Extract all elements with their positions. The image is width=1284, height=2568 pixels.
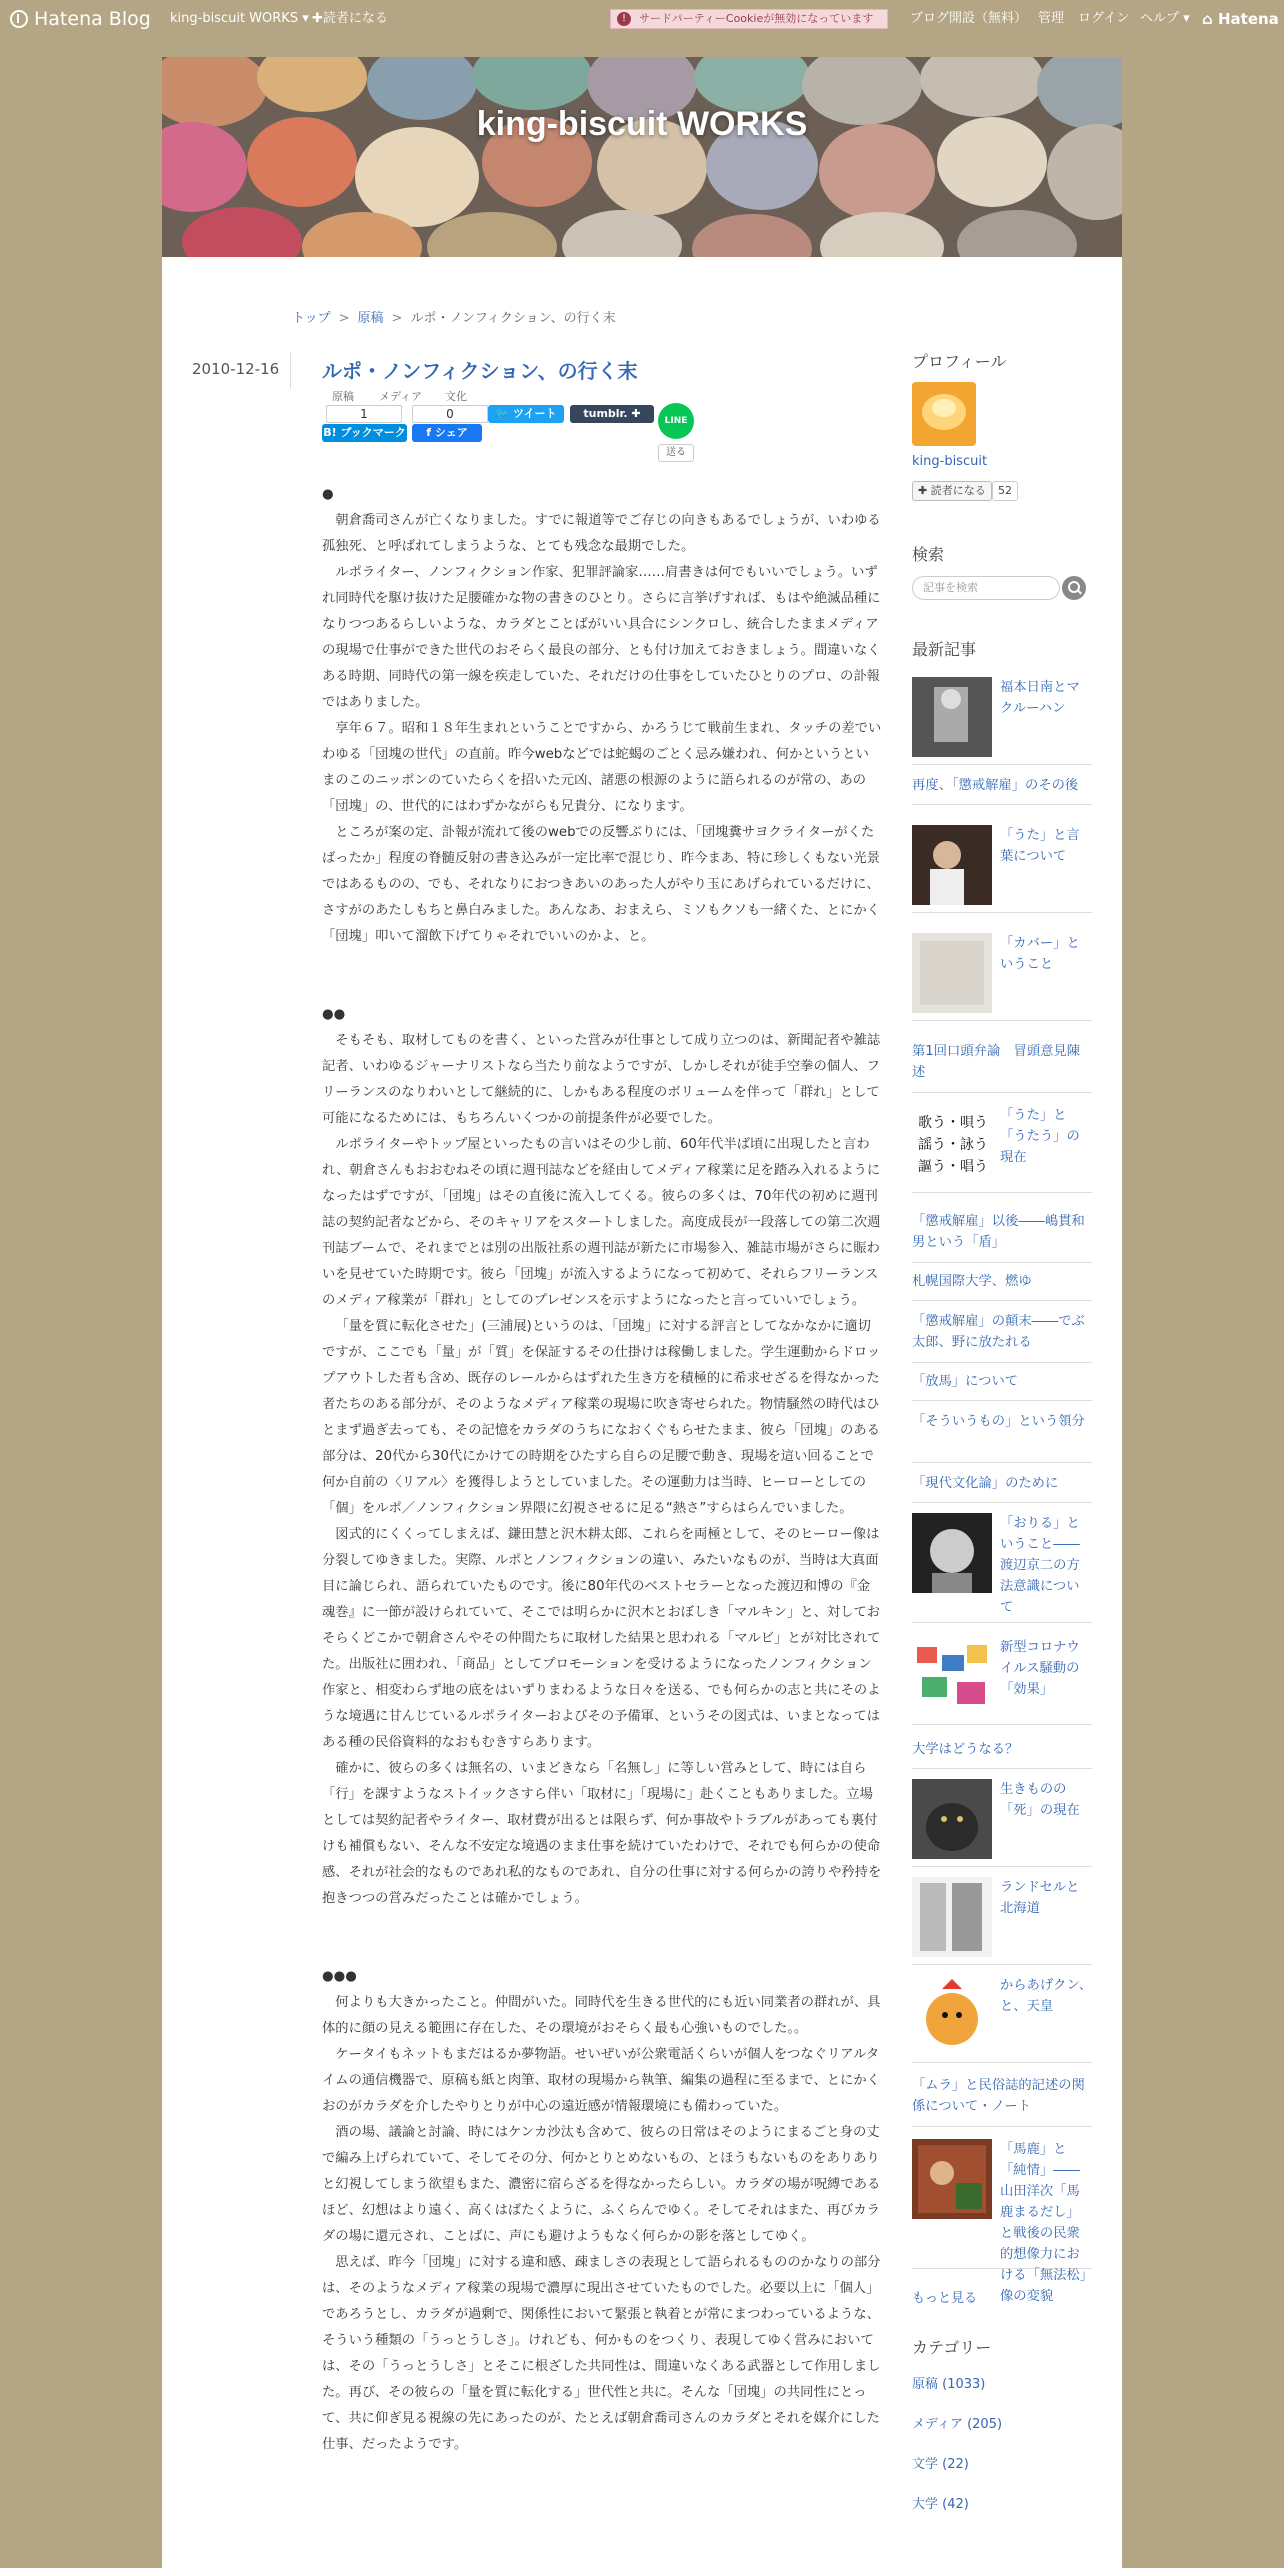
entry-divider: [290, 353, 291, 389]
facebook-share-count[interactable]: 0: [412, 405, 488, 423]
subscribe-link[interactable]: ✚読者になる: [312, 11, 388, 26]
tag-label[interactable]: 原稿: [332, 390, 354, 403]
hatena-blog-logo[interactable]: [10, 0, 151, 38]
cookie-notice[interactable]: [610, 9, 888, 29]
breadcrumb-top[interactable]: トップ: [292, 311, 331, 326]
main-content: [162, 257, 1122, 2568]
recent-entry[interactable]: [912, 1041, 1092, 1093]
recent-entry-title[interactable]: 大学はどうなる？: [912, 1742, 1019, 1757]
line-send-button[interactable]: 送る: [658, 444, 694, 462]
entry-thumbnail: [912, 825, 992, 905]
global-header: [0, 0, 1284, 38]
line-icon[interactable]: LINE: [658, 403, 694, 439]
recent-entry-title[interactable]: 福本日南とマクルーハン: [1000, 680, 1080, 716]
paragraph: ルポライター、ノンフィクション作家、犯罪評論家……肩書きは何でもいいでしょう。いずれ同時代を駆け抜けた足腰確かな物の書きのひとり。さらに言挙げすれば、もはや絶滅品種になりつつあるらしいような、カラダとことばがいい具合にシンクロし、統合したままメディアの現場で仕事ができた世代のおそらく最良の部分、とも付け加えておきましょう。間違いなくある時期、同時代の第一線を疾走していた、それだけの仕事をしていたひとりのプロ、の訃報ではありました。: [322, 565, 881, 710]
paragraph: 図式的にくくってしまえば、鎌田慧と沢木耕太郎、これらを両極として、そのヒーロー像は分裂してゆきました。実際、ルポとノンフィクションの違い、みたいなものが、当時は大真面目に論じられ、語られていたものです。後に80年代のベストセラーとなった渡辺和博の『金魂巻』に一節が設けられていて、そこでは明らかに沢木とおぼしき「マルキン」と、対しておそらくどこかで朝倉さんやその仲間たちに取材した結果と思われる「マルビ」とが対比されてた。出版社に囲われ、「商品」としてプロモーションを受けるようになったノンフィクション作家と、相変わらず地の底をはいずりまわるような日々を送る、でも何らかの志と共にそのような境遇に甘んじているルポライターおよびその予備軍、というその図式は、いまとなってはある種の民俗資料的なおもむきすらあります。: [322, 1527, 881, 1750]
recent-entry-title[interactable]: 第1回口頭弁論 冒頭意見陳述: [912, 1044, 1081, 1080]
recent-entry[interactable]: [912, 1739, 1092, 1769]
logo-text: Hatena Blog: [34, 8, 151, 30]
svg-text:歌う・唄う: 歌う・唄う: [918, 1115, 988, 1131]
avatar-image: [912, 382, 976, 446]
paragraph: 思えば、昨今「団塊」に対する違和感、疎ましさの表現として語られるもののかなりの部分は、そのようなメディア稼業の現場で濃厚に現出させていたものでした。必要以上に「個人」であろうとし、カラダが過剰で、関係性において緊張と執着とが常にまつわっているような、そういう種類の「うっとうしさ」。けれども、何かものをつくり、表現してゆく営みにおいては、その「うっとうしさ」とそこに根ざした共同性は、間違いなくある武器として作用しました。再び、その彼らの「量を質に転化する」世代性と共に。そんな「団塊」の共同性にとって、共に仰ぎ見る視線の先にあったのが、たとえば朝倉喬司さんのカラダとそれを媒介にした仕事、だったようです。: [322, 2255, 881, 2452]
paragraph: 確かに、彼らの多くは無名の、いまどきなら「名無し」に等しい営みとして、時には自ら「行」を課すようなストイックさすら伴い「取材に」「現場に」赴くこともありました。立場としては契約記者やライター、取材費が出るとは限らず、何か事故やトラブルがあっても裏付けも補償もない、そんな不安定な境遇のまま仕事を続けていたわけで、それでも何らかの使命感、それが社会的なものであれ私的なものであれ、自分の仕事に対する何らかの誇りや矜持を抱きつつの営みだったことは確かでしょう。: [322, 1761, 882, 1906]
login-link[interactable]: ログイン: [1078, 11, 1130, 26]
recent-entry-title[interactable]: 「馬鹿」と「純情」――山田洋次「馬鹿まるだし」と戦後の民衆的想像力における「無法松」像の変貌: [1000, 2142, 1087, 2304]
category-link[interactable]: 文学 (22): [912, 2457, 969, 2472]
breadcrumb: [292, 307, 616, 326]
profile-heading: プロフィール: [912, 352, 1007, 371]
search-icon[interactable]: [1062, 576, 1086, 600]
entry-thumbnail: [912, 1877, 992, 1957]
help-menu[interactable]: ヘルプ ▾: [1140, 11, 1190, 26]
breadcrumb-current: ルポ・ノンフィクション、の行く末: [410, 311, 616, 326]
blog-title[interactable]: king-biscuit WORKS: [476, 105, 808, 143]
entry-thumbnail: [912, 933, 992, 1013]
recent-entry[interactable]: [912, 1411, 1092, 1463]
section-mark: ●●: [322, 1007, 346, 1022]
hatena-mark-icon: ⌂: [1202, 10, 1218, 28]
recent-entry[interactable]: [912, 1371, 1092, 1401]
recent-entry[interactable]: [912, 1311, 1092, 1363]
recent-entry[interactable]: [912, 1877, 1092, 1965]
cookie-notice-text: サードパーティーCookieが無効になっています: [639, 12, 874, 25]
category-link[interactable]: 大学 (42): [912, 2497, 969, 2512]
recent-entry-title[interactable]: 「そういうもの」という領分: [912, 1414, 1085, 1429]
recent-entry-title[interactable]: 「おりる」ということ――渡辺京二の方法意識について: [1000, 1516, 1080, 1615]
recent-entry[interactable]: [912, 825, 1092, 913]
tumblr-button[interactable]: tumblr. ✚: [570, 405, 654, 423]
recent-entry[interactable]: [912, 677, 1092, 765]
paragraph: ケータイもネットもまだはるか夢物語。せいぜいが公衆電話くらいが個人をつなぐリアルタイムの通信機器で、原稿も紙と肉筆、取材の現場から執筆、編集の過程に至るまで、とにかくおのがカラダを介したやりとりが中心の遠近感が情報環境にも備わっていた。: [322, 2047, 880, 2114]
entry-thumbnail: [912, 2139, 992, 2219]
svg-text:謳う・唱う: 謳う・唱う: [918, 1159, 988, 1175]
recent-entry-title[interactable]: 「放馬」について: [912, 1374, 1019, 1389]
recent-entry[interactable]: [912, 1271, 1092, 1301]
recent-entry[interactable]: [912, 1513, 1092, 1623]
search-input[interactable]: 記事を検索: [912, 576, 1060, 600]
recent-entry[interactable]: [912, 1473, 1092, 1503]
breadcrumb-sep: >: [391, 311, 403, 326]
profile-name-link[interactable]: king-biscuit: [912, 454, 988, 469]
section-mark: ●: [322, 487, 334, 502]
hatena-bookmark-count[interactable]: 1: [326, 405, 402, 423]
more-entries-link[interactable]: もっと見る: [912, 2291, 978, 2306]
recent-entry-title[interactable]: 「うた」と言葉について: [1000, 828, 1080, 864]
paragraph: 享年６７。昭和１８年生まれということですから、かろうじて戦前生まれ、タッチの差でいわゆる「団塊の世代」の直前。昨今webなどでは蛇蝎のごとく忌み嫌われ、何かというといまのこのニッポンのていたらくを招いた元凶、諸悪の根源のように語られるのが常の、あの「団塊」の、世代的にはわずかながらも兄貴分、になります。: [322, 721, 882, 814]
category-heading: カテゴリー: [912, 2338, 992, 2357]
recent-entry[interactable]: [912, 1211, 1092, 1263]
paragraph: ルポライターやトップ屋といったもの言いはその少し前、60年代半ば頃に出現したと言われ、朝倉さんもおおむねその頃に週刊誌などを経由してメディア稼業に足を踏み入れるようになったはずですが、「団塊」はその直後に流入してくる。彼らの多くは、70年代の初めに週刊誌の契約記者などから、そのキャリアをスタートしました。高度成長が一段落しての第二次週刊誌ブームで、それまでとは別の出版社系の週刊誌が新たに市場参入、雑誌市場がさらに賑わいを見せていた時期です。彼ら「団塊」が流入するようになって初めて、それらフリーランスのメディア稼業が「群れ」としてのプレゼンスを示すようになったと言っていいでしょう。: [322, 1137, 881, 1308]
recent-entry-title[interactable]: 「現代文化論」のために: [912, 1476, 1059, 1491]
recent-entry-title[interactable]: 再度、「懲戒解雇」のその後: [912, 778, 1079, 793]
hatena-logo-text: Hatena: [1217, 10, 1279, 28]
entry-thumbnail: [912, 677, 992, 757]
recent-entry[interactable]: [912, 1637, 1092, 1725]
recent-entry-title[interactable]: 新型コロナウイルス騒動の「効果」: [1000, 1640, 1080, 1697]
entry-thumbnail: [912, 1975, 992, 2055]
facebook-share-button[interactable]: f シェア: [412, 424, 482, 442]
entry-thumbnail: [912, 1637, 992, 1717]
entry-date[interactable]: 2010-12-16: [192, 360, 280, 378]
hatena-logo[interactable]: [1202, 0, 1279, 38]
stone-wall-image: [162, 57, 1122, 257]
recent-entry[interactable]: [912, 1975, 1092, 2063]
recent-entry-title[interactable]: 札幌国際大学、燃ゆ: [912, 1274, 1032, 1289]
recent-entry-title[interactable]: 「懲戒解雇」以後――嶋貫和男という「盾」: [912, 1214, 1085, 1250]
category-link[interactable]: 原稿 (1033): [912, 2377, 986, 2392]
svg-text:謡う・詠う: 謡う・詠う: [918, 1137, 988, 1153]
section-gap: [322, 950, 882, 1002]
recent-entry-title[interactable]: 「うた」と「うたう」の現在: [1000, 1108, 1080, 1165]
recent-entry-title[interactable]: ランドセルと北海道: [1000, 1880, 1080, 1916]
hatena-blog-icon: [10, 10, 28, 28]
recent-entry-title[interactable]: 「懲戒解雇」の顛末――でぶ太郎、野に放たれる: [912, 1314, 1085, 1350]
open-blog-link[interactable]: ブログ開設（無料）: [910, 11, 1028, 26]
recent-entry[interactable]: [912, 933, 1092, 1021]
paragraph: そもそも、取材してものを書く、といった営みが仕事として成り立つのは、新聞記者や雑誌記者、いわゆるジャーナリストなら当たり前なようですが、しかしそれが徒手空拳の個人、フリーランスのなりわいとして継続的に、しかもある程度のボリュームを伴って「群れ」として可能になるためには、もちろんいくつかの前提条件が必要でした。: [322, 1033, 881, 1126]
article-body: [322, 482, 882, 2458]
admin-link[interactable]: 管理: [1038, 11, 1065, 26]
hatena-bookmark-button[interactable]: B! ブックマーク: [322, 424, 407, 442]
recent-entry-title[interactable]: 生きものの「死」の現在: [1000, 1782, 1080, 1818]
entry-thumbnail: [912, 1779, 992, 1859]
paragraph: 酒の場、議論と討論、時にはケンカ沙汰も含めて、彼らの日常はそのようにまるごと身の丈で編み上げられていて、そしてその分、何かとりとめないもの、とほうもないものをありありと幻視してしまう欲望もまた、濃密に宿らざるを得なかったらしい。カラダの場が呪縛であるほど、幻想はより遠く、高くはばたくように、ふくらんでゆく。そしてそれはまた、再びカラダの場に還元され、ことばに、声にも避けようもなく何らかの影を落としてゆく。: [322, 2125, 881, 2244]
search-heading: 検索: [912, 545, 945, 564]
avatar[interactable]: [912, 382, 976, 446]
paragraph: 何よりも大きかったこと。仲間がいた。同時代を生きる世代的にも近い同業者の群れが、具体的に顔の見える範囲に存在した、その環境がおそらく最も心強いものでした。。: [322, 1995, 881, 2036]
tweet-button[interactable]: 🐦 ツイート: [488, 405, 564, 423]
breadcrumb-category[interactable]: 原稿: [357, 311, 384, 326]
info-icon: !: [617, 12, 631, 26]
blog-header-banner: [162, 57, 1122, 257]
recent-entry-title[interactable]: 「カバー」ということ: [1000, 936, 1080, 972]
recent-entry[interactable]: [912, 1105, 1092, 1193]
recent-entry-title[interactable]: 「ムラ」と民俗誌的記述の関係について・ノート: [912, 2078, 1085, 2114]
section-mark: ●●●: [322, 1969, 357, 1984]
recent-entry[interactable]: [912, 2075, 1092, 2127]
recent-entry[interactable]: [912, 1779, 1092, 1867]
entry-thumbnail: [912, 1105, 992, 1185]
subscriber-count[interactable]: 52: [992, 481, 1018, 501]
tag-label[interactable]: 文化: [445, 390, 467, 403]
section-gap: [322, 1912, 882, 1964]
paragraph: 朝倉喬司さんが亡くなりました。すでに報道等でご存じの向きもあるでしょうが、いわゆる孤独死、と呼ばれてしまうような、とても残念な最期でした。: [322, 513, 881, 554]
blog-menu[interactable]: king-biscuit WORKS ▾: [170, 11, 309, 26]
recent-heading: 最新記事: [912, 640, 977, 659]
breadcrumb-sep: >: [338, 311, 350, 326]
entry-title[interactable]: ルポ・ノンフィクション、の行く末: [322, 359, 638, 383]
recent-entry[interactable]: [912, 775, 1092, 805]
entry-thumbnail: [912, 1513, 992, 1593]
paragraph: 「量を質に転化させた」(三浦展)というのは、「団塊」に対する評言としてなかなかに適切ですが、ここでも「量」が「質」を保証するその仕掛けは稼働しました。学生運動からドロップアウトした者も含め、既存のレールからはずれた生き方を積極的に希求せざるを得なかった者たちのある部分が、そのようなメディア稼業の現場に吹き寄せられた。物情騒然の時代はひとまず過ぎ去っても、その記憶をカラダのうちになおくぐもらせたまま、彼ら「団塊」のある部分は、20代から30代にかけての時期をひたすら自らの足腰で動き、現場を這い回ることで何か自前の〈リアル〉を獲得しようとしていました。その運動力は当時、ヒーローとしての「個」をルポ／ノンフィクション界隈に幻視させるに足る“熱さ”すらはらんでいました。: [322, 1319, 881, 1516]
category-link[interactable]: メディア (205): [912, 2417, 1003, 2432]
subscribe-button[interactable]: ✚ 読者になる: [912, 481, 992, 501]
paragraph: ところが案の定、訃報が流れて後のwebでの反響ぶりには、「団塊糞サヨクライターがくたばったか」程度の脊髄反射の書き込みが一定比率で混じり、昨今まあ、特に珍しくもない光景ではあるものの、でも、それなりにおつきあいのあった人がやり玉にあげられているだけに、さすがのあたしもちと鼻白みました。あんなあ、おまえら、ミソもクソも一緒くた、とにかく「団塊」叩いて溜飲下げてりゃそれでいいのかよ、と。: [322, 825, 880, 944]
recent-entry-title[interactable]: からあげクン、と、天皇: [1000, 1978, 1093, 2014]
tag-label[interactable]: メディア: [379, 390, 423, 403]
